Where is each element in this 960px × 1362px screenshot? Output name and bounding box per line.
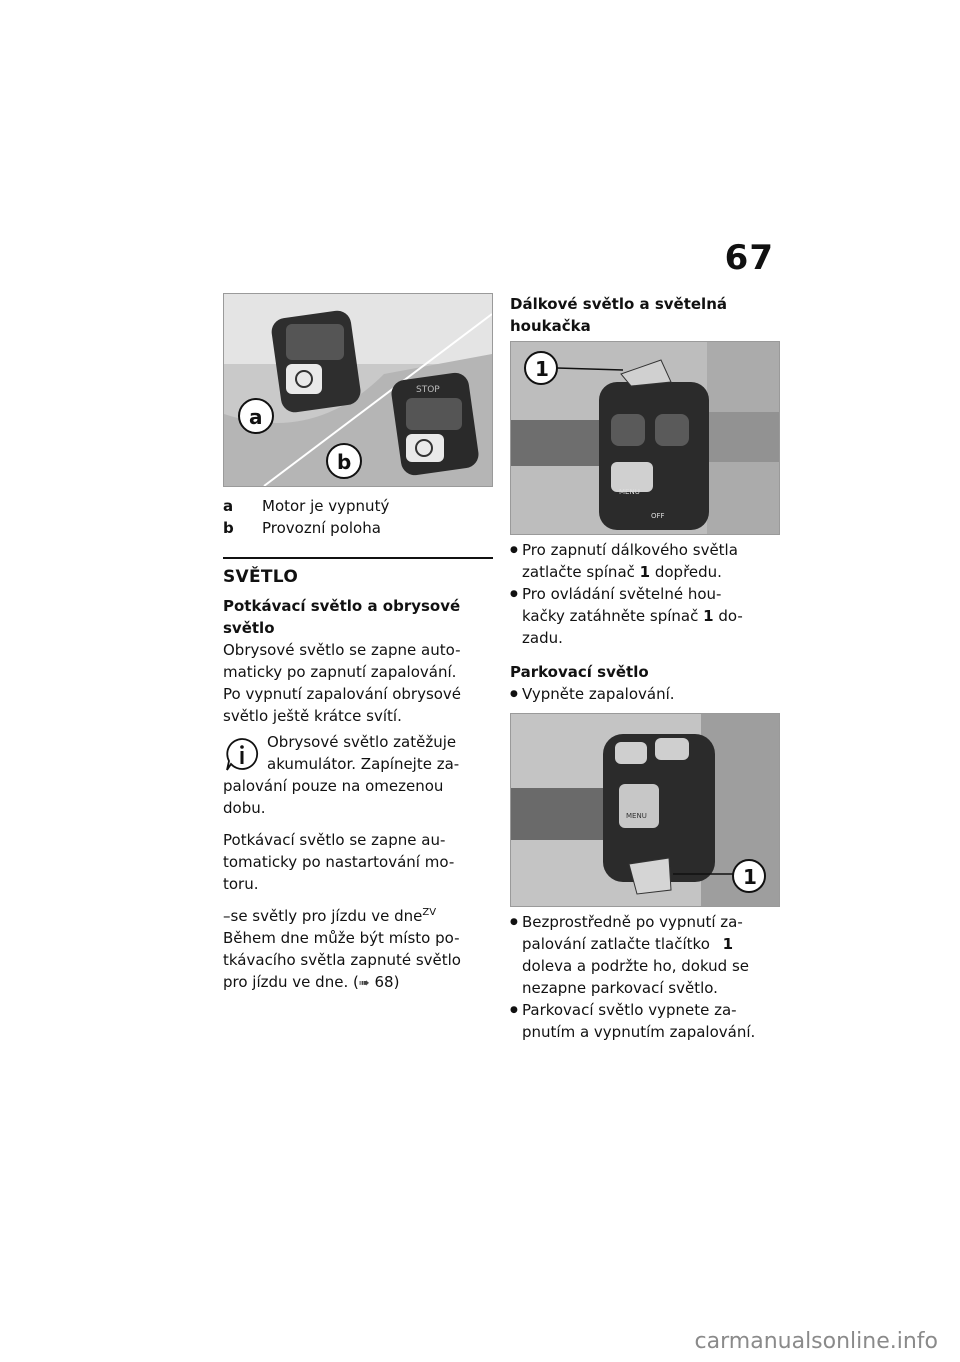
bullet-item: ● Vypněte zapalování.: [510, 683, 780, 705]
heading-high-beam: [510, 293, 780, 337]
legend-row: [223, 495, 493, 517]
text-line: Obrysové světlo se zapne auto-: [223, 641, 461, 659]
text-line: Potkávací světlo se zapne au-: [223, 831, 446, 849]
page-reference[interactable]: 68): [374, 973, 400, 991]
text-line: maticky po zapnutí zapalování.: [223, 663, 457, 681]
text-line-ref: [223, 971, 493, 995]
heading-line: houkačka: [510, 317, 591, 335]
text-line: tkávacího světla zapnuté světlo: [223, 951, 461, 969]
bullet-item: [510, 583, 780, 649]
text-line: pnutím a vypnutím zapalování.: [522, 1023, 756, 1041]
legend-row: [223, 517, 493, 539]
text-line: zadu.: [522, 629, 563, 647]
page-number: 67: [724, 238, 774, 278]
button-number: 1: [722, 935, 734, 953]
parking-light-instructions: [510, 911, 780, 1043]
figure-parking-light-button: [510, 713, 780, 907]
legend-key: b: [223, 519, 234, 537]
right-column: [510, 293, 780, 1043]
ignition-buttons-illustration: [224, 294, 492, 486]
text-line: [522, 933, 780, 955]
subheading-low-beam: [223, 595, 493, 639]
paragraph-low-beam-auto: [223, 829, 493, 895]
figure-label-b: b: [337, 450, 352, 474]
text-line: Po vypnutí zapalování obrysové: [223, 685, 462, 703]
text-line: doleva a podržte ho, dokud se: [522, 957, 750, 975]
bullet-item: [510, 539, 780, 583]
figure-label-a: a: [249, 405, 263, 429]
legend-key: a: [223, 497, 234, 515]
info-note: [223, 731, 493, 819]
text-line: toru.: [223, 875, 259, 893]
watermark: carmanualsonline.info: [694, 1329, 938, 1354]
heading-parking-light: Parkovací světlo: [510, 663, 649, 681]
legend-text: Motor je vypnutý: [262, 497, 390, 515]
section-divider: [223, 557, 493, 559]
figure-ignition-buttons: [223, 293, 493, 487]
subheading-line: světlo: [223, 619, 275, 637]
figure-menu-text: MENU: [626, 812, 647, 820]
text-fragment: do-: [713, 607, 743, 625]
text-line: dobu.: [223, 799, 266, 817]
figure-high-beam-switch: [510, 341, 780, 535]
section-title: SVĚTLO: [223, 567, 299, 587]
bullet-item: [510, 911, 780, 999]
text-line: Obrysové světlo zatěžuje: [267, 733, 457, 751]
text-fragment: kačky zatáhněte spínač: [522, 607, 704, 625]
optional-equipment-mark: ZV: [422, 907, 437, 918]
drl-line: [223, 905, 493, 927]
text-line: akumulátor. Zapínejte za-: [267, 755, 460, 773]
page-reference-arrow-icon: ➠: [358, 976, 370, 991]
text-line: ● Bezprostředně po vypnutí za-: [522, 913, 743, 931]
text-fragment: palování zatlačte tlačítko: [522, 935, 715, 953]
figure-legend: [223, 495, 493, 539]
legend-text: Provozní poloha: [262, 519, 381, 537]
text-line: [522, 605, 780, 627]
figure-off-text: OFF: [651, 512, 665, 520]
text-fragment: zatlačte spínač: [522, 563, 640, 581]
figure-label-1: 1: [743, 865, 757, 889]
text-line: světlo ještě krátce svítí.: [223, 707, 402, 725]
drl-text: –se světly pro jízdu ve dne: [223, 907, 423, 925]
text-line: nezapne parkovací světlo.: [522, 979, 718, 997]
parking-light-button-illustration: [511, 714, 779, 906]
info-icon: [223, 735, 261, 773]
paragraph-parking-light: [223, 639, 493, 727]
text-line: [522, 561, 780, 583]
switch-number: 1: [703, 607, 714, 625]
text-line: palování pouze na omezenou: [223, 777, 444, 795]
high-beam-switch-illustration: [511, 342, 779, 534]
text-fragment: pro jízdu ve dne. (: [223, 973, 359, 991]
text-fragment: dopředu.: [650, 563, 722, 581]
paragraph-drl: [223, 905, 493, 995]
bullet-item: [510, 999, 780, 1043]
heading-line: Dálkové světlo a světelná: [510, 295, 727, 313]
left-column: [223, 293, 493, 995]
figure-menu-text: MENU: [619, 488, 640, 496]
figure-label-1: 1: [535, 357, 549, 381]
text-line: Během dne může být místo po-: [223, 929, 460, 947]
subheading-line: Potkávací světlo a obrysové: [223, 597, 461, 615]
text-line: ● Parkovací světlo vypnete za-: [522, 1001, 737, 1019]
figure-stop-text: STOP: [416, 385, 440, 395]
text-line: ● Pro ovládání světelné hou-: [522, 585, 722, 603]
text-line: tomaticky po nastartování mo-: [223, 853, 455, 871]
text-line: ● Pro zapnutí dálkového světla: [522, 541, 738, 559]
high-beam-instructions: [510, 539, 780, 649]
switch-number: 1: [639, 563, 651, 581]
